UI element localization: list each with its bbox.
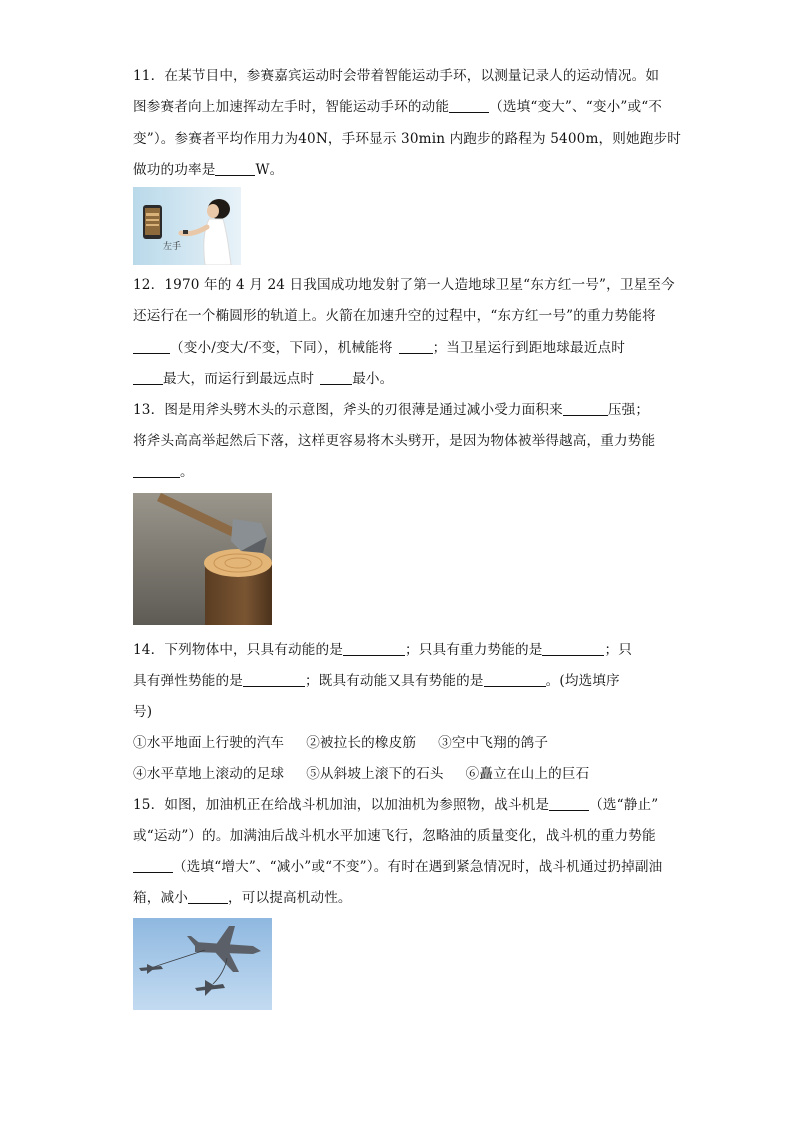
q14-option-4: ④水平草地上滚动的足球 (133, 766, 285, 782)
q14-option-2: ②被拉长的橡皮筋 (306, 735, 417, 751)
q15-blank-1[interactable] (549, 796, 589, 811)
q13-line-3: 。 (133, 462, 673, 482)
q14-option-3: ③空中飞翔的鸽子 (438, 735, 549, 751)
q15-blank-2[interactable] (133, 858, 173, 873)
q15-line-4: 箱，减小 ，可以提高机动性。 (133, 890, 352, 906)
q11-blank-2[interactable] (215, 161, 255, 176)
q14-blank-2[interactable] (542, 641, 604, 656)
q14-option-6: ⑥矗立在山上的巨石 (465, 766, 590, 782)
q14-blank-1[interactable] (343, 641, 405, 656)
q14-line-3: 号) (133, 704, 153, 720)
runner-smartband-image (133, 187, 241, 265)
q14-options-row-2 (133, 764, 673, 784)
q13-blank-1[interactable] (563, 401, 608, 416)
q12-line-2: 还运行在一个椭圆形的轨道上。火箭在加速升空的过程中，“东方红一号”的重力势能将 (133, 308, 656, 324)
q12-line-4: 最大，而运行到最远点时 最小。 (133, 369, 673, 389)
q15-line-1: 15．如图，加油机正在给战斗机加油，以加油机为参照物，战斗机是 （选“静止” (133, 797, 659, 813)
q14-blank-4[interactable] (484, 672, 546, 687)
q11-blank-1[interactable] (449, 98, 489, 113)
q11-line-3: 变”）。参赛者平均作用力为40N，手环显示 30min 内跑步的路程为 5400m，则她跑步时 (133, 131, 681, 147)
q14-line-1: 14．下列物体中，只具有动能的是 ；只具有重力势能的是 ；只 (133, 642, 632, 658)
q15-line-2: 或“运动”）的。加满油后战斗机水平加速飞行，忽略油的质量变化，战斗机的重力势能 (133, 828, 656, 844)
q15-blank-3[interactable] (188, 889, 228, 904)
axe-chopping-wood-image (133, 493, 272, 625)
q11-line-4: 做功的功率是 W。 (133, 162, 284, 178)
q12-line-1: 12．1970 年的 4 月 24 日我国成功地发射了第一人造地球卫星“东方红一号”，卫星至今 (133, 277, 675, 293)
q12-blank-3[interactable] (133, 370, 163, 385)
q13-blank-2[interactable] (133, 463, 180, 478)
q14-options-row-1 (133, 733, 673, 753)
q15-line-3: （选填“增大”、“减小”或“不变”）。有时在遇到紧急情况时，战斗机通过扔掉副油 (133, 857, 673, 877)
q12-line-3: （变小/变大/不变，下同），机械能将 ；当卫星运行到距地球最近点时 (133, 338, 673, 358)
runner-illustration (133, 187, 241, 265)
refueling-illustration (133, 918, 272, 1010)
q11-line-1: 11．在某节目中，参赛嘉宾运动时会带着智能运动手环，以测量记录人的运动情况。如 (133, 68, 660, 84)
q14-option-5: ⑤从斜坡上滚下的石头 (306, 766, 444, 782)
q12-blank-2[interactable] (399, 339, 433, 354)
q12-blank-4[interactable] (320, 370, 352, 385)
q12-blank-1[interactable] (133, 339, 170, 354)
aerial-refueling-image (133, 918, 272, 1010)
q14-blank-3[interactable] (243, 672, 305, 687)
q14-option-1: ①水平地面上行驶的汽车 (133, 735, 285, 751)
q14-line-2: 具有弹性势能的是 ；既具有动能又具有势能的是 。(均选填序 (133, 673, 620, 689)
q11-line-2: 图参赛者向上加速挥动左手时，智能运动手环的动能 （选填“变大”、“变小”或“不 (133, 99, 663, 115)
q13-line-2: 将斧头高高举起然后下落，这样更容易将木头劈开，是因为物体被举得越高，重力势能 (133, 433, 656, 449)
image-caption-left-hand: 左手 (163, 242, 182, 252)
axe-illustration (133, 493, 272, 625)
q13-line-1: 13．图是用斧头劈木头的示意图，斧头的刃很薄是通过减小受力面积来 压强； (133, 402, 650, 418)
